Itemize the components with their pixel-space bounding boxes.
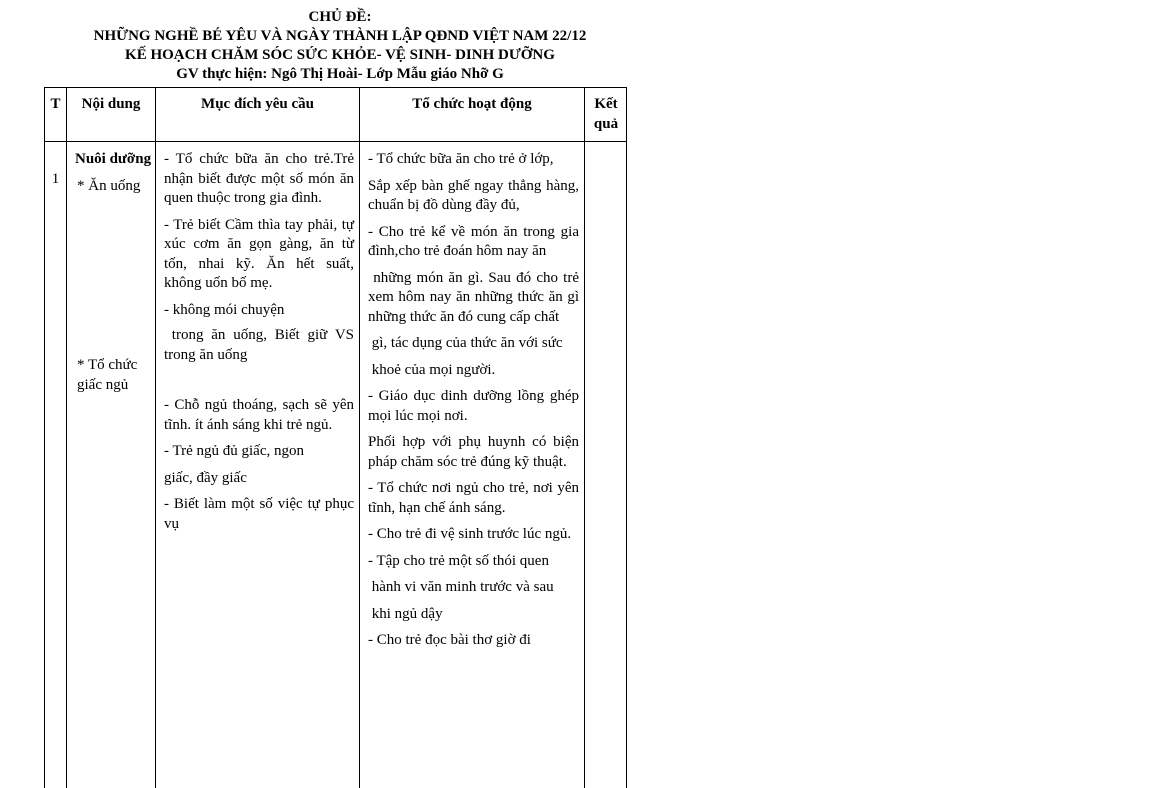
- objective-item: - Biết làm một số việc tự phục vụ: [164, 496, 354, 532]
- column-divider: [66, 88, 67, 788]
- objectives-cell: [164, 150, 358, 534]
- column-header-stt: T: [50, 96, 61, 112]
- activity-item: - Tập cho trẻ một số thói quen: [368, 552, 549, 569]
- activity-item: Phối hợp với phụ huynh có biện pháp chăm sóc trẻ đúng kỹ thuật.: [368, 434, 579, 470]
- column-divider: [155, 88, 156, 788]
- objective-item: - Trẻ ngủ đủ giấc, ngon: [164, 443, 304, 459]
- column-header-result: Kết quả: [593, 96, 619, 132]
- column-divider: [584, 88, 585, 788]
- header-body-divider: [45, 141, 626, 143]
- objective-item: - Trẻ biết Cầm thìa tay phải, tự xúc cơm ăn gọn gàng, ăn từ tốn, nhai kỹ. Ăn hết suất, không uốn bố mẹ.: [164, 216, 354, 291]
- row-number: 1: [51, 171, 60, 187]
- activity-item: khoẻ của mọi người.: [368, 361, 496, 378]
- teacher-info: GV thực hiện: Ngô Thị Hoài- Lớp Mẫu giáo Nhỡ G: [176, 66, 504, 82]
- objective-item: - không mói chuyện: [164, 301, 285, 318]
- objective-item: giấc, đầy giấc: [164, 469, 247, 486]
- column-header-objectives: Mục đích yêu cầu: [201, 96, 314, 112]
- activity-item: - Tổ chức nơi ngủ cho trẻ, nơi yên tĩnh, hạn chế ánh sáng.: [368, 480, 579, 516]
- column-header-content: Nội dung: [81, 96, 141, 112]
- content-item-eating: * Ăn uống: [77, 177, 141, 194]
- topic-label: CHỦ ĐỀ:: [308, 9, 372, 25]
- objective-item: - Chỗ ngủ thoáng, sạch sẽ yên tĩnh. ít ánh sáng khi trẻ ngủ.: [164, 397, 354, 433]
- table-header-row: [45, 88, 626, 142]
- content-cell: [75, 150, 155, 395]
- activity-item: - Cho trẻ đi vệ sinh trước lúc ngủ.: [368, 526, 572, 542]
- activity-item: Sắp xếp bàn ghế ngay thẳng hàng, chuẩn bị đồ dùng đầy đủ,: [368, 177, 579, 213]
- objective-item: trong ăn uống, Biết giữ VS trong ăn uống: [164, 327, 358, 363]
- activities-cell: [368, 150, 583, 651]
- topic-title: NHỮNG NGHỀ BÉ YÊU VÀ NGÀY THÀNH LẬP QĐND VIỆT NAM 22/12: [93, 28, 587, 44]
- activity-item: - Giáo dục dinh dưỡng lồng ghép mọi lúc mọi nơi.: [368, 388, 579, 424]
- care-plan-table: [44, 87, 627, 788]
- activity-item: những món ăn gì. Sau đó cho trẻ xem hôm nay ăn những thức ăn gì những thức ăn đó cung cấp chất: [368, 269, 583, 325]
- plan-title: KẾ HOẠCH CHĂM SÓC SỨC KHỎE- VỆ SINH- DINH DƯỠNG: [125, 47, 555, 63]
- objective-item: - Tổ chức bữa ăn cho trẻ.Trẻ nhận biết được một số món ăn quen thuộc trong gia đình.: [164, 151, 354, 206]
- column-divider: [359, 88, 360, 788]
- activity-item: - Cho trẻ kể về món ăn trong gia đình,cho trẻ đoán hôm nay ăn: [368, 223, 579, 259]
- document-header: [40, 8, 640, 84]
- content-title: Nuôi dưỡng: [75, 151, 152, 167]
- column-header-activities: Tổ chức hoạt động: [412, 96, 532, 112]
- activity-item: gì, tác dụng của thức ăn với sức: [368, 335, 563, 351]
- activity-item: hành vi văn minh trước và sau: [368, 579, 554, 595]
- activity-item: khi ngủ dậy: [368, 605, 443, 622]
- activity-item: - Cho trẻ đọc bài thơ giờ đi: [368, 632, 531, 648]
- activity-item: - Tổ chức bữa ăn cho trẻ ở lớp,: [368, 151, 554, 167]
- content-item-sleep: * Tổ chức giấc ngủ: [77, 357, 138, 393]
